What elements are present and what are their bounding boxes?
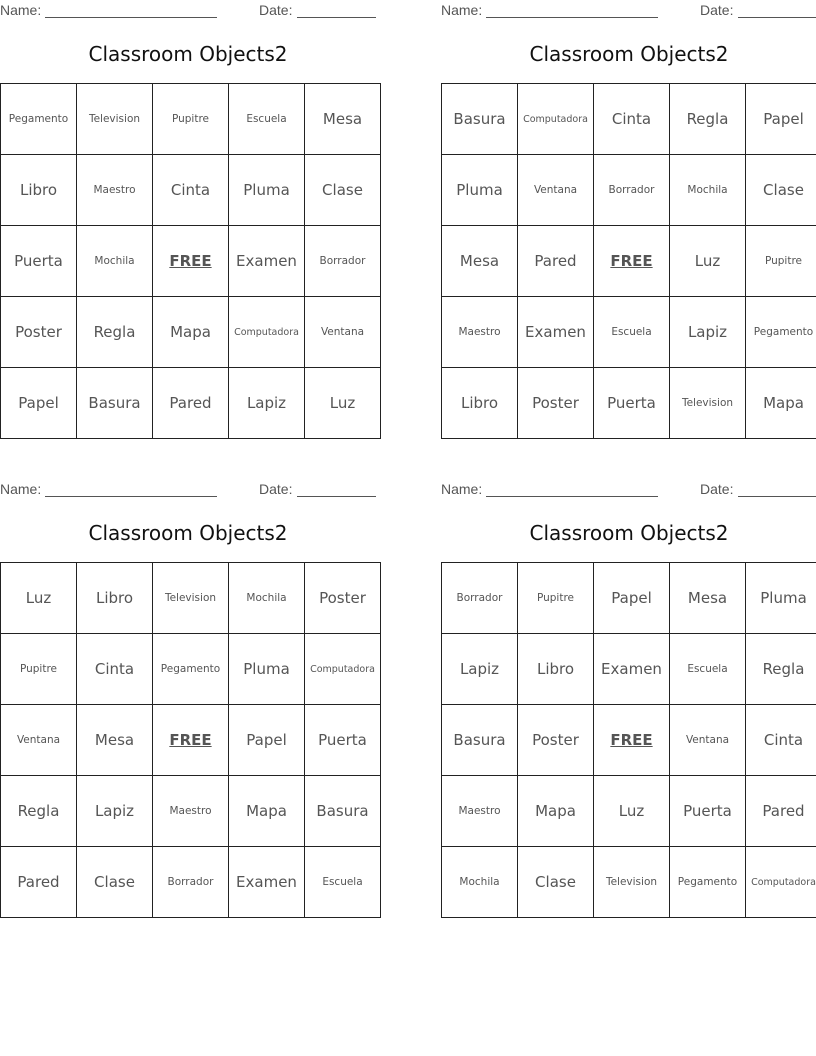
bingo-grid: [441, 562, 816, 918]
bingo-cell: Borrador: [153, 847, 229, 918]
free-space: FREE: [594, 226, 670, 297]
bingo-cell: Pegamento: [1, 84, 77, 155]
bingo-cell: Examen: [518, 297, 594, 368]
bingo-cell: Pluma: [746, 563, 816, 634]
bingo-cell: Pluma: [442, 155, 518, 226]
name-line: [486, 17, 658, 18]
date-line: [738, 17, 816, 18]
bingo-cell: Escuela: [594, 297, 670, 368]
bingo-cell: Ventana: [305, 297, 381, 368]
bingo-cell: Poster: [305, 563, 381, 634]
bingo-cell: Maestro: [153, 776, 229, 847]
bingo-cell: Puerta: [305, 705, 381, 776]
bingo-cell: Puerta: [670, 776, 746, 847]
bingo-cell: Clase: [746, 155, 816, 226]
bingo-cell: Basura: [305, 776, 381, 847]
bingo-cell: Television: [153, 563, 229, 634]
name-line: [486, 496, 658, 497]
bingo-cell: Pupitre: [746, 226, 816, 297]
bingo-cell: Pupitre: [1, 634, 77, 705]
bingo-cell: Luz: [670, 226, 746, 297]
bingo-row: [1, 705, 381, 776]
bingo-cell: Regla: [746, 634, 816, 705]
bingo-cell: Pared: [518, 226, 594, 297]
bingo-cell: Regla: [1, 776, 77, 847]
name-label: Name:: [441, 481, 483, 497]
date-label: Date:: [700, 481, 734, 497]
bingo-cell: Libro: [518, 634, 594, 705]
bingo-card: [0, 0, 376, 435]
bingo-cell: Ventana: [518, 155, 594, 226]
bingo-row: [442, 634, 816, 705]
bingo-cell: Pegamento: [670, 847, 746, 918]
bingo-cell: Libro: [1, 155, 77, 226]
name-label: Name:: [0, 2, 42, 18]
bingo-card: [0, 479, 376, 914]
bingo-cell: Papel: [1, 368, 77, 439]
bingo-cell: Mapa: [229, 776, 305, 847]
bingo-cell: Pared: [746, 776, 816, 847]
bingo-cell: Lapiz: [670, 297, 746, 368]
bingo-cell: Television: [594, 847, 670, 918]
bingo-cell: Mesa: [77, 705, 153, 776]
bingo-row: [442, 847, 816, 918]
bingo-row: [442, 84, 816, 155]
bingo-cell: Mapa: [153, 297, 229, 368]
bingo-cell: Pegamento: [153, 634, 229, 705]
bingo-grid: [441, 83, 816, 439]
bingo-row: [442, 368, 816, 439]
bingo-row: [442, 297, 816, 368]
bingo-cell: Basura: [77, 368, 153, 439]
name-line: [45, 496, 217, 497]
bingo-cell: Examen: [594, 634, 670, 705]
bingo-cell: Mochila: [229, 563, 305, 634]
bingo-cell: Computadora: [305, 634, 381, 705]
bingo-cell: Regla: [670, 84, 746, 155]
bingo-cell: Mesa: [442, 226, 518, 297]
bingo-cell: Mapa: [518, 776, 594, 847]
bingo-card: [441, 0, 816, 435]
bingo-cell: Clase: [77, 847, 153, 918]
bingo-cell: Computadora: [518, 84, 594, 155]
bingo-cell: Pupitre: [518, 563, 594, 634]
bingo-cell: Libro: [442, 368, 518, 439]
bingo-cell: Papel: [594, 563, 670, 634]
card-title: Classroom Objects2: [88, 521, 288, 545]
bingo-cell: Borrador: [442, 563, 518, 634]
bingo-cell: Pupitre: [153, 84, 229, 155]
date-line: [297, 17, 376, 18]
bingo-card: [441, 479, 816, 914]
bingo-cell: Mesa: [305, 84, 381, 155]
bingo-cell: Cinta: [746, 705, 816, 776]
bingo-cell: Examen: [229, 226, 305, 297]
bingo-cell: Cinta: [594, 84, 670, 155]
card-header: [0, 481, 376, 499]
bingo-cell: Examen: [229, 847, 305, 918]
bingo-row: [1, 84, 381, 155]
bingo-cell: Escuela: [305, 847, 381, 918]
bingo-cell: Luz: [594, 776, 670, 847]
bingo-cell: Escuela: [670, 634, 746, 705]
date-line: [738, 496, 816, 497]
card-header: [441, 2, 816, 20]
name-label: Name:: [441, 2, 483, 18]
name-label: Name:: [0, 481, 42, 497]
bingo-cell: Television: [77, 84, 153, 155]
bingo-row: [1, 634, 381, 705]
bingo-cell: Poster: [1, 297, 77, 368]
bingo-grid: [0, 83, 381, 439]
date-line: [297, 496, 376, 497]
bingo-cell: Poster: [518, 368, 594, 439]
bingo-cell: Ventana: [1, 705, 77, 776]
bingo-cell: Mapa: [746, 368, 816, 439]
bingo-cell: Clase: [305, 155, 381, 226]
card-header: [0, 2, 376, 20]
bingo-row: [1, 155, 381, 226]
card-title: Classroom Objects2: [529, 521, 729, 545]
bingo-row: [1, 226, 381, 297]
bingo-cell: Pared: [1, 847, 77, 918]
bingo-row: [442, 155, 816, 226]
bingo-cell: Borrador: [305, 226, 381, 297]
free-space: FREE: [594, 705, 670, 776]
bingo-cell: Papel: [229, 705, 305, 776]
bingo-cell: Television: [670, 368, 746, 439]
bingo-cell: Computadora: [229, 297, 305, 368]
bingo-row: [442, 705, 816, 776]
bingo-cell: Pluma: [229, 634, 305, 705]
bingo-cell: Maestro: [442, 776, 518, 847]
bingo-row: [442, 776, 816, 847]
bingo-cell: Puerta: [594, 368, 670, 439]
bingo-cell: Cinta: [153, 155, 229, 226]
bingo-cell: Lapiz: [77, 776, 153, 847]
date-label: Date:: [700, 2, 734, 18]
bingo-cell: Mesa: [670, 563, 746, 634]
bingo-row: [1, 847, 381, 918]
bingo-cell: Computadora: [746, 847, 816, 918]
bingo-row: [1, 776, 381, 847]
bingo-cell: Maestro: [442, 297, 518, 368]
date-label: Date:: [259, 2, 293, 18]
bingo-cell: Maestro: [77, 155, 153, 226]
bingo-cell: Escuela: [229, 84, 305, 155]
bingo-cell: Luz: [305, 368, 381, 439]
bingo-row: [442, 563, 816, 634]
free-space: FREE: [153, 226, 229, 297]
bingo-cell: Papel: [746, 84, 816, 155]
bingo-cell: Mochila: [442, 847, 518, 918]
bingo-cell: Clase: [518, 847, 594, 918]
bingo-row: [1, 368, 381, 439]
free-space: FREE: [153, 705, 229, 776]
bingo-cell: Basura: [442, 84, 518, 155]
bingo-cell: Pegamento: [746, 297, 816, 368]
bingo-cell: Libro: [77, 563, 153, 634]
name-line: [45, 17, 217, 18]
bingo-cell: Lapiz: [442, 634, 518, 705]
bingo-grid: [0, 562, 381, 918]
bingo-cell: Basura: [442, 705, 518, 776]
bingo-cell: Borrador: [594, 155, 670, 226]
bingo-cell: Lapiz: [229, 368, 305, 439]
date-label: Date:: [259, 481, 293, 497]
bingo-cell: Mochila: [77, 226, 153, 297]
card-header: [441, 481, 816, 499]
bingo-row: [1, 563, 381, 634]
card-title: Classroom Objects2: [88, 42, 288, 66]
bingo-cell: Regla: [77, 297, 153, 368]
bingo-cell: Mochila: [670, 155, 746, 226]
bingo-row: [442, 226, 816, 297]
bingo-cell: Puerta: [1, 226, 77, 297]
bingo-row: [1, 297, 381, 368]
card-title: Classroom Objects2: [529, 42, 729, 66]
bingo-cell: Pluma: [229, 155, 305, 226]
bingo-cell: Luz: [1, 563, 77, 634]
bingo-cell: Cinta: [77, 634, 153, 705]
bingo-cell: Ventana: [670, 705, 746, 776]
bingo-cell: Poster: [518, 705, 594, 776]
bingo-cell: Pared: [153, 368, 229, 439]
